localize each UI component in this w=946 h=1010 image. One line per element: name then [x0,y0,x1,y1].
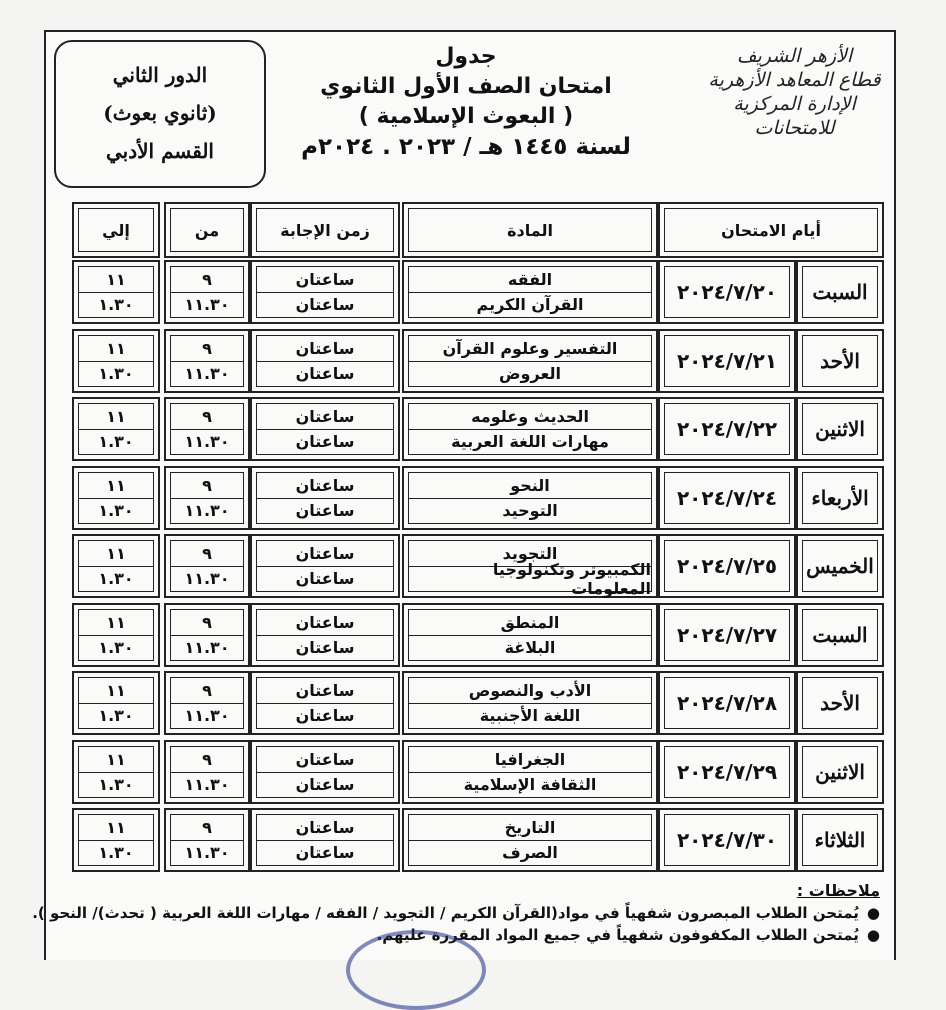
cell-subject [402,329,658,393]
cell-inner [256,540,394,592]
notes-section [32,880,894,946]
exam-date: ٢٠٢٤/٧/٢٥ [676,554,778,578]
duration-value: ساعتان [295,501,355,520]
cell-inner [664,746,790,798]
cell-inner [802,677,878,729]
from-value: ٩ [171,815,243,841]
cell-duration [250,534,400,598]
exam-day: السبت [812,280,868,304]
from-value: ٩ [171,678,243,704]
subject-value: التوحيد [502,501,558,520]
subject-value: مهارات اللغة العربية [451,432,609,451]
cell-duration [250,740,400,804]
cell-date [658,671,796,735]
to-value: ١.٣٠ [98,638,134,657]
cell-from [164,808,250,872]
cell-to [72,603,160,667]
cell-inner [170,540,244,592]
cell-day [796,397,884,461]
to-value: ١.٣٠ [98,843,134,862]
subject-value: التجويد [409,541,651,567]
cell-inner [664,335,790,387]
subject-value: الثقافة الإسلامية [463,775,597,794]
cell-to [72,740,160,804]
subject-value: الكمبيوتر وتكنولوجيا المعلومات [492,559,651,598]
to-value: ١١ [79,678,153,704]
duration-value: ساعتان [295,706,355,725]
cell-date [658,740,796,804]
col-header-from [164,202,250,258]
cell-from [164,397,250,461]
subject-value: البلاغة [504,638,556,657]
to-value: ١١ [79,404,153,430]
cell-inner [78,540,154,592]
from-value: ٩ [171,541,243,567]
exam-day: الثلاثاء [814,828,866,852]
subject-value: الحديث وعلومه [409,404,651,430]
bullet-icon: ● [866,926,880,944]
duration-value: ساعتان [257,404,393,430]
duration-value: ساعتان [295,775,355,794]
exam-date: ٢٠٢٤/٧/٢٠ [676,280,778,304]
col-header-days [658,202,884,258]
cell-duration [250,329,400,393]
section-label: القسم الأدبي [106,139,214,163]
subject-value: اللغة الأجنبية [479,706,581,725]
cell-date [658,397,796,461]
logo-line: الإدارة المركزية للامتحانات [733,93,856,139]
cell-day [796,740,884,804]
cell-date [658,466,796,530]
duration-value: ساعتان [257,815,393,841]
cell-inner [664,677,790,729]
cell-to [72,466,160,530]
cell-day [796,260,884,324]
cell-inner [170,335,244,387]
cell-inner [802,814,878,866]
cell-inner [664,266,790,318]
cell-date [658,808,796,872]
cell-duration [250,671,400,735]
from-value: ٩ [171,610,243,636]
exam-day: الأحد [820,349,860,373]
subject-value: الفقه [409,267,651,293]
to-value: ١١ [79,336,153,362]
cell-inner [408,266,652,318]
to-value: ١.٣٠ [98,569,134,588]
to-value: ١١ [79,815,153,841]
cell-day [796,534,884,598]
cell-inner [408,677,652,729]
cell-day [796,466,884,530]
cell-day [796,671,884,735]
level-box [54,40,266,188]
from-value: ١١.٣٠ [184,638,230,657]
to-value: ١١ [79,747,153,773]
from-value: ١١.٣٠ [184,364,230,383]
from-value: ١١.٣٠ [184,706,230,725]
title-line: امتحان الصف الأول الثانوي [320,74,612,99]
from-value: ٩ [171,404,243,430]
header-cell: إلي [78,208,154,252]
from-value: ٩ [171,473,243,499]
cell-duration [250,466,400,530]
duration-value: ساعتان [295,295,355,314]
col-header-duration [250,202,400,258]
cell-inner [256,677,394,729]
subject-value: الصرف [502,843,558,862]
to-value: ١.٣٠ [98,706,134,725]
cell-inner [256,814,394,866]
cell-duration [250,603,400,667]
cell-inner [802,609,878,661]
exam-date: ٢٠٢٤/٧/٢٤ [676,486,778,510]
official-stamp [346,930,486,1010]
cell-to [72,260,160,324]
cell-date [658,603,796,667]
cell-inner [802,746,878,798]
cell-inner [408,472,652,524]
cell-inner [170,403,244,455]
exam-day: الأحد [820,691,860,715]
title-line: ( البعوث الإسلامية ) [358,104,574,129]
exam-schedule-sheet [32,30,896,960]
exam-day: الاثنين [815,417,865,441]
cell-to [72,671,160,735]
from-value: ٩ [171,267,243,293]
exam-date: ٢٠٢٤/٧/٢١ [676,349,778,373]
to-value: ١.٣٠ [98,364,134,383]
duration-value: ساعتان [295,569,355,588]
cell-subject [402,397,658,461]
document-title [286,42,646,162]
cell-inner [78,814,154,866]
cell-inner [664,609,790,661]
cell-inner [78,677,154,729]
duration-value: ساعتان [257,473,393,499]
exam-date: ٢٠٢٤/٧/٢٨ [676,691,778,715]
cell-to [72,329,160,393]
cell-duration [250,260,400,324]
cell-subject [402,808,658,872]
header-cell: من [170,208,244,252]
notes-heading: ملاحظات : [796,881,880,900]
duration-value: ساعتان [295,638,355,657]
cell-day [796,603,884,667]
duration-value: ساعتان [257,610,393,636]
cell-inner [408,540,652,598]
subject-value: الأدب والنصوص [409,678,651,704]
subject-value: الجغرافيا [409,747,651,773]
cell-day [796,329,884,393]
cell-inner [78,335,154,387]
cell-inner [78,403,154,455]
title-line: جدول [435,44,497,69]
from-value: ١١.٣٠ [184,843,230,862]
cell-inner [664,472,790,524]
al-azhar-logo [707,44,882,140]
exam-day: السبت [812,623,868,647]
header-cell: أيام الامتحان [664,208,878,252]
duration-value: ساعتان [295,843,355,862]
exam-day: الأربعاء [811,486,869,510]
exam-date: ٢٠٢٤/٧/٣٠ [676,828,778,852]
note-item: ●يُمتحن الطلاب المبصرون شفهياً في مواد(القرآن الكريم / التجويد / الفقه / مهارات اللغة العربية ( تحدث)/ النحو ). [32,904,880,922]
from-value: ١١.٣٠ [184,569,230,588]
to-value: ١١ [79,473,153,499]
cell-inner [78,746,154,798]
cell-inner [256,746,394,798]
to-value: ١.٣٠ [98,501,134,520]
subject-value: العروض [499,364,561,383]
cell-inner [170,746,244,798]
cell-inner [802,266,878,318]
from-value: ٩ [171,747,243,773]
cell-inner [802,403,878,455]
duration-value: ساعتان [257,747,393,773]
cell-day [796,808,884,872]
to-value: ١١ [79,541,153,567]
cell-inner [78,472,154,524]
cell-from [164,260,250,324]
from-value: ١١.٣٠ [184,295,230,314]
exam-day: الخميس [806,554,874,578]
cell-inner [664,540,790,592]
cell-inner [78,609,154,661]
logo-line: الأزهر الشريف [736,45,853,67]
exam-date: ٢٠٢٤/٧/٢٩ [676,760,778,784]
from-value: ١١.٣٠ [184,432,230,451]
cell-inner [408,609,652,661]
cell-inner [408,403,652,455]
duration-value: ساعتان [257,678,393,704]
from-value: ١١.٣٠ [184,775,230,794]
cell-to [72,397,160,461]
cell-subject [402,466,658,530]
duration-value: ساعتان [257,267,393,293]
cell-inner [256,472,394,524]
exam-day: الاثنين [815,760,865,784]
cell-subject [402,671,658,735]
from-value: ١١.٣٠ [184,501,230,520]
cell-duration [250,808,400,872]
academic-year: لسنة ١٤٤٥ هـ / ٢٠٢٣ . ٢٠٢٤م [301,134,631,160]
duration-value: ساعتان [295,432,355,451]
cell-inner [170,609,244,661]
cell-date [658,534,796,598]
cell-inner [802,472,878,524]
subject-value: القرآن الكريم [476,295,584,314]
to-value: ١١ [79,610,153,636]
cell-inner [170,814,244,866]
col-header-subject [402,202,658,258]
subject-value: المنطق [409,610,651,636]
cell-from [164,466,250,530]
header-cell: زمن الإجابة [256,208,394,252]
cell-inner [78,266,154,318]
cell-inner [256,403,394,455]
to-value: ١.٣٠ [98,295,134,314]
cell-inner [408,746,652,798]
cell-inner [256,609,394,661]
cell-inner [408,814,652,866]
cell-inner [170,266,244,318]
cell-inner [256,266,394,318]
cell-inner [408,335,652,387]
cell-subject [402,534,658,598]
cell-inner [664,814,790,866]
cell-from [164,603,250,667]
subject-value: التفسير وعلوم القرآن [409,336,651,362]
duration-value: ساعتان [257,541,393,567]
cell-from [164,329,250,393]
bullet-icon: ● [866,904,880,922]
cell-inner [256,335,394,387]
cell-from [164,671,250,735]
cell-to [72,808,160,872]
cell-to [72,534,160,598]
duration-value: ساعتان [295,364,355,383]
cell-inner [170,472,244,524]
to-value: ١١ [79,267,153,293]
round-label: الدور الثاني [112,63,208,87]
cell-duration [250,397,400,461]
cell-inner [802,335,878,387]
cell-subject [402,740,658,804]
cell-inner [170,677,244,729]
cell-subject [402,260,658,324]
subject-value: التاريخ [409,815,651,841]
program-label: (ثانوي بعوث) [103,101,217,125]
cell-date [658,329,796,393]
header-cell: المادة [408,208,652,252]
note-item: ●يُمتحن الطلاب المكفوفون شفهياً في جميع المواد المقررة عليهم. [376,926,880,944]
to-value: ١.٣٠ [98,432,134,451]
cell-subject [402,603,658,667]
from-value: ٩ [171,336,243,362]
cell-from [164,534,250,598]
cell-date [658,260,796,324]
cell-inner [664,403,790,455]
col-header-to [72,202,160,258]
cell-inner [802,540,878,592]
exam-date: ٢٠٢٤/٧/٢٢ [676,417,778,441]
cell-from [164,740,250,804]
to-value: ١.٣٠ [98,775,134,794]
logo-line: قطاع المعاهد الأزهرية [708,69,881,91]
exam-date: ٢٠٢٤/٧/٢٧ [676,623,778,647]
duration-value: ساعتان [257,336,393,362]
subject-value: النحو [409,473,651,499]
